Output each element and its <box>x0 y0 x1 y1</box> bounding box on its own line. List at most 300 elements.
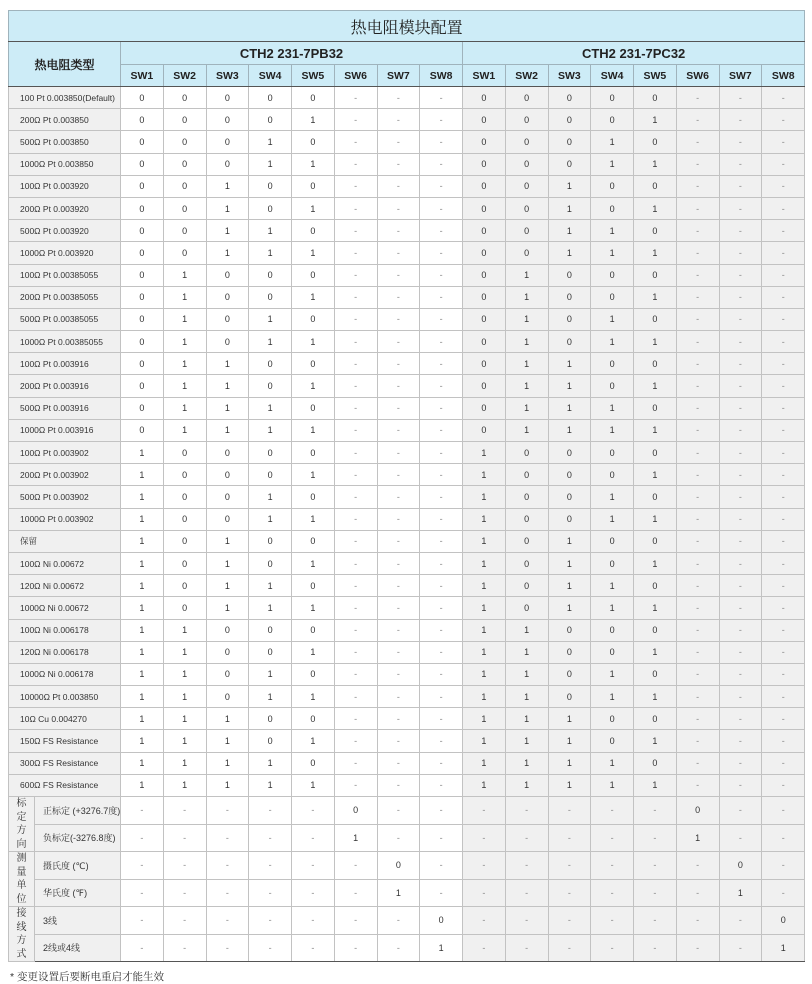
switch-value-cell: - <box>505 852 548 880</box>
setting-group-label: 测量单位 <box>9 852 35 907</box>
switch-value-cell: - <box>163 797 206 825</box>
switch-value-cell: 0 <box>505 131 548 153</box>
switch-value-cell: - <box>334 464 377 486</box>
switch-value-cell: 1 <box>548 752 591 774</box>
switch-value-cell: - <box>676 530 719 552</box>
switch-value-cell: - <box>334 175 377 197</box>
rtd-type-label: 10Ω Cu 0.004270 <box>9 708 121 730</box>
switch-value-cell: - <box>676 87 719 109</box>
switch-value-cell: - <box>377 308 420 330</box>
switch-value-cell: - <box>505 797 548 825</box>
switch-value-cell: 1 <box>591 397 634 419</box>
switch-value-cell: 1 <box>505 619 548 641</box>
switch-value-cell: - <box>719 774 762 796</box>
switch-value-cell: 1 <box>163 641 206 663</box>
switch-value-cell: - <box>762 109 805 131</box>
switch-value-cell: - <box>676 619 719 641</box>
switch-value-cell: - <box>420 752 463 774</box>
switch-value-cell: 1 <box>249 597 292 619</box>
setting-row <box>9 797 805 825</box>
switch-value-cell: - <box>762 242 805 264</box>
switch-value-cell: 0 <box>548 663 591 685</box>
switch-value-cell: 1 <box>463 730 506 752</box>
rtd-type-row <box>9 597 805 619</box>
switch-value-cell: 0 <box>548 87 591 109</box>
switch-value-cell: 0 <box>249 730 292 752</box>
rtd-type-label: 1000Ω Pt 0.003920 <box>9 242 121 264</box>
switch-value-cell: - <box>420 131 463 153</box>
rtd-type-row <box>9 153 805 175</box>
switch-value-cell: - <box>334 730 377 752</box>
switch-value-cell: - <box>676 464 719 486</box>
setting-row <box>9 852 805 880</box>
switch-value-cell: 1 <box>463 752 506 774</box>
switch-value-cell: 0 <box>634 619 677 641</box>
switch-value-cell: - <box>377 242 420 264</box>
switch-value-cell: - <box>762 508 805 530</box>
switch-value-cell: 0 <box>505 552 548 574</box>
switch-value-cell: - <box>762 87 805 109</box>
switch-value-cell: - <box>420 109 463 131</box>
switch-value-cell: 1 <box>463 641 506 663</box>
switch-value-cell: 0 <box>548 464 591 486</box>
switch-value-cell: - <box>377 87 420 109</box>
switch-value-cell: - <box>249 879 292 907</box>
switch-value-cell: 0 <box>249 353 292 375</box>
switch-value-cell: - <box>762 597 805 619</box>
switch-value-cell: 0 <box>505 175 548 197</box>
switch-value-cell: - <box>377 397 420 419</box>
switch-value-cell: 1 <box>121 508 164 530</box>
rtd-type-row <box>9 464 805 486</box>
switch-value-cell: - <box>676 686 719 708</box>
switch-value-cell: 1 <box>249 575 292 597</box>
switch-value-cell: - <box>420 663 463 685</box>
switch-value-cell: 0 <box>206 686 249 708</box>
switch-value-cell: - <box>420 708 463 730</box>
switch-value-cell: 0 <box>591 175 634 197</box>
switch-value-cell: - <box>762 331 805 353</box>
switch-value-cell: 1 <box>292 375 335 397</box>
switch-value-cell: - <box>676 175 719 197</box>
switch-value-cell: - <box>719 419 762 441</box>
switch-value-cell: 0 <box>463 242 506 264</box>
switch-value-cell: 0 <box>163 87 206 109</box>
switch-value-cell: 1 <box>206 774 249 796</box>
switch-value-cell: 1 <box>548 175 591 197</box>
switch-value-cell: 1 <box>121 552 164 574</box>
switch-value-cell: 1 <box>634 464 677 486</box>
switch-value-cell: - <box>719 175 762 197</box>
switch-value-cell: - <box>463 852 506 880</box>
switch-value-cell: 1 <box>463 686 506 708</box>
switch-value-cell: - <box>719 663 762 685</box>
switch-value-cell: - <box>420 397 463 419</box>
switch-value-cell: 1 <box>591 242 634 264</box>
rtd-type-row <box>9 131 805 153</box>
switch-header-pb32-sw1: SW1 <box>121 65 164 87</box>
switch-value-cell: - <box>676 131 719 153</box>
switch-value-cell: 1 <box>505 774 548 796</box>
switch-value-cell: 0 <box>292 575 335 597</box>
rtd-type-row <box>9 552 805 574</box>
switch-value-cell: - <box>292 879 335 907</box>
switch-value-cell: - <box>719 442 762 464</box>
switch-value-cell: - <box>676 752 719 774</box>
switch-value-cell: - <box>719 934 762 962</box>
switch-value-cell: 0 <box>121 331 164 353</box>
switch-value-cell: - <box>420 508 463 530</box>
switch-value-cell: 0 <box>249 87 292 109</box>
switch-value-cell: - <box>377 264 420 286</box>
switch-value-cell: - <box>292 934 335 962</box>
switch-value-cell: 1 <box>463 774 506 796</box>
switch-value-cell: 1 <box>463 575 506 597</box>
switch-value-cell: - <box>334 708 377 730</box>
switch-value-cell: - <box>420 197 463 219</box>
rtd-type-row <box>9 264 805 286</box>
switch-value-cell: 1 <box>206 530 249 552</box>
switch-value-cell: 0 <box>292 752 335 774</box>
switch-value-cell: 0 <box>548 153 591 175</box>
switch-value-cell: 0 <box>591 708 634 730</box>
rtd-type-row <box>9 308 805 330</box>
switch-value-cell: - <box>719 686 762 708</box>
switch-value-cell: - <box>334 530 377 552</box>
rtd-type-row <box>9 242 805 264</box>
switch-value-cell: 0 <box>163 464 206 486</box>
switch-value-cell: - <box>676 353 719 375</box>
switch-value-cell: 1 <box>292 464 335 486</box>
switch-value-cell: 0 <box>463 220 506 242</box>
switch-value-cell: 0 <box>634 131 677 153</box>
switch-value-cell: - <box>334 663 377 685</box>
switch-value-cell: 1 <box>206 220 249 242</box>
switch-value-cell: 0 <box>634 530 677 552</box>
switch-value-cell: - <box>420 331 463 353</box>
switch-value-cell: - <box>676 442 719 464</box>
switch-value-cell: - <box>676 419 719 441</box>
switch-value-cell: 1 <box>548 597 591 619</box>
module-header-row <box>9 42 805 65</box>
switch-value-cell: - <box>762 353 805 375</box>
switch-value-cell: - <box>377 131 420 153</box>
switch-value-cell: 1 <box>163 730 206 752</box>
switch-value-cell: 1 <box>206 175 249 197</box>
switch-value-cell: 1 <box>591 686 634 708</box>
rtd-type-label: 150Ω FS Resistance <box>9 730 121 752</box>
switch-value-cell: - <box>676 220 719 242</box>
switch-header-pb32-sw7: SW7 <box>377 65 420 87</box>
switch-value-cell: 1 <box>292 286 335 308</box>
switch-value-cell: - <box>334 552 377 574</box>
switch-value-cell: 1 <box>505 353 548 375</box>
switch-value-cell: 1 <box>591 308 634 330</box>
switch-value-cell: - <box>719 824 762 852</box>
rtd-type-label: 200Ω Pt 0.003850 <box>9 109 121 131</box>
switch-value-cell: - <box>334 486 377 508</box>
switch-value-cell: - <box>420 286 463 308</box>
rtd-type-row <box>9 331 805 353</box>
switch-value-cell: - <box>249 907 292 935</box>
rtd-type-row <box>9 197 805 219</box>
switch-value-cell: 1 <box>463 464 506 486</box>
switch-value-cell: 1 <box>634 109 677 131</box>
switch-value-cell: - <box>334 109 377 131</box>
switch-value-cell: - <box>505 824 548 852</box>
switch-value-cell: 0 <box>163 530 206 552</box>
switch-value-cell: 0 <box>505 464 548 486</box>
switch-value-cell: 1 <box>206 730 249 752</box>
switch-value-cell: - <box>719 730 762 752</box>
switch-value-cell: 1 <box>163 286 206 308</box>
switch-value-cell: - <box>377 824 420 852</box>
switch-value-cell: - <box>334 264 377 286</box>
switch-value-cell: 0 <box>676 797 719 825</box>
setting-row <box>9 879 805 907</box>
switch-value-cell: 0 <box>634 87 677 109</box>
switch-value-cell: 1 <box>292 197 335 219</box>
switch-value-cell: 1 <box>548 353 591 375</box>
switch-value-cell: - <box>377 508 420 530</box>
module-header-pc32: CTH2 231-7PC32 <box>463 42 805 65</box>
switch-value-cell: 1 <box>634 730 677 752</box>
switch-value-cell: 0 <box>463 419 506 441</box>
switch-value-cell: 1 <box>634 197 677 219</box>
switch-value-cell: - <box>334 879 377 907</box>
switch-value-cell: 0 <box>548 109 591 131</box>
rtd-type-label: 100Ω Pt 0.003902 <box>9 442 121 464</box>
switch-value-cell: - <box>719 641 762 663</box>
switch-value-cell: - <box>719 907 762 935</box>
switch-header-pb32-sw4: SW4 <box>249 65 292 87</box>
switch-value-cell: - <box>762 131 805 153</box>
switch-value-cell: 0 <box>463 264 506 286</box>
switch-value-cell: 1 <box>206 708 249 730</box>
rtd-type-row <box>9 486 805 508</box>
switch-value-cell: 1 <box>292 597 335 619</box>
rtd-type-label: 300Ω FS Resistance <box>9 752 121 774</box>
switch-value-cell: 1 <box>206 197 249 219</box>
switch-value-cell: 0 <box>163 153 206 175</box>
switch-value-cell: - <box>719 508 762 530</box>
switch-value-cell: 1 <box>719 879 762 907</box>
rtd-type-label: 100Ω Ni 0.006178 <box>9 619 121 641</box>
switch-value-cell: 0 <box>163 197 206 219</box>
switch-value-cell: 1 <box>292 242 335 264</box>
switch-value-cell: - <box>121 879 164 907</box>
switch-value-cell: - <box>762 619 805 641</box>
switch-value-cell: - <box>762 752 805 774</box>
switch-value-cell: 0 <box>292 397 335 419</box>
rtd-type-row <box>9 375 805 397</box>
switch-value-cell: 1 <box>591 663 634 685</box>
switch-value-cell: 0 <box>591 552 634 574</box>
switch-value-cell: - <box>505 879 548 907</box>
switch-value-cell: 0 <box>634 397 677 419</box>
rtd-type-label: 1000Ω Ni 0.006178 <box>9 663 121 685</box>
switch-value-cell: 0 <box>548 442 591 464</box>
rtd-type-label: 600Ω FS Resistance <box>9 774 121 796</box>
setting-option-label: 2线或4线 <box>35 934 121 962</box>
switch-value-cell: - <box>420 486 463 508</box>
switch-value-cell: 0 <box>591 353 634 375</box>
switch-value-cell: 1 <box>292 419 335 441</box>
switch-value-cell: - <box>591 824 634 852</box>
switch-value-cell: 0 <box>292 530 335 552</box>
switch-value-cell: 1 <box>206 375 249 397</box>
switch-value-cell: - <box>206 797 249 825</box>
switch-value-cell: - <box>762 852 805 880</box>
switch-value-cell: 0 <box>463 131 506 153</box>
switch-value-cell: - <box>762 175 805 197</box>
switch-value-cell: 0 <box>505 597 548 619</box>
switch-value-cell: 1 <box>634 286 677 308</box>
rtd-type-row <box>9 220 805 242</box>
switch-value-cell: 1 <box>163 708 206 730</box>
switch-value-cell: 0 <box>634 752 677 774</box>
switch-value-cell: 0 <box>249 641 292 663</box>
switch-value-cell: 0 <box>249 286 292 308</box>
switch-value-cell: - <box>548 824 591 852</box>
switch-value-cell: - <box>420 774 463 796</box>
switch-value-cell: 1 <box>463 530 506 552</box>
switch-value-cell: 0 <box>548 131 591 153</box>
switch-value-cell: - <box>676 663 719 685</box>
switch-value-cell: 0 <box>249 442 292 464</box>
setting-row <box>9 907 805 935</box>
switch-value-cell: 1 <box>206 552 249 574</box>
switch-value-cell: 0 <box>163 552 206 574</box>
switch-value-cell: - <box>676 308 719 330</box>
switch-value-cell: - <box>719 530 762 552</box>
switch-value-cell: - <box>719 264 762 286</box>
title-row <box>9 11 805 42</box>
switch-value-cell: 0 <box>634 442 677 464</box>
switch-value-cell: - <box>676 331 719 353</box>
switch-value-cell: 0 <box>505 197 548 219</box>
switch-value-cell: 1 <box>292 153 335 175</box>
rtd-type-row <box>9 774 805 796</box>
switch-value-cell: 0 <box>121 220 164 242</box>
switch-value-cell: 0 <box>292 663 335 685</box>
switch-value-cell: 0 <box>719 852 762 880</box>
switch-value-cell: - <box>377 286 420 308</box>
switch-value-cell: 1 <box>121 442 164 464</box>
switch-header-pc32-sw4: SW4 <box>591 65 634 87</box>
switch-value-cell: - <box>334 575 377 597</box>
switch-value-cell: - <box>377 752 420 774</box>
switch-value-cell: - <box>719 797 762 825</box>
switch-value-cell: 1 <box>548 774 591 796</box>
switch-value-cell: - <box>762 708 805 730</box>
switch-value-cell: 0 <box>121 131 164 153</box>
switch-value-cell: 1 <box>377 879 420 907</box>
switch-value-cell: 1 <box>249 752 292 774</box>
rtd-type-label: 200Ω Pt 0.003920 <box>9 197 121 219</box>
switch-value-cell: 0 <box>292 87 335 109</box>
switch-value-cell: - <box>463 907 506 935</box>
rtd-type-label: 500Ω Pt 0.003850 <box>9 131 121 153</box>
rtd-type-row <box>9 109 805 131</box>
switch-value-cell: - <box>676 242 719 264</box>
switch-value-cell: - <box>420 530 463 552</box>
switch-value-cell: 0 <box>762 907 805 935</box>
switch-value-cell: - <box>719 597 762 619</box>
switch-value-cell: 1 <box>634 597 677 619</box>
switch-value-cell: 1 <box>163 752 206 774</box>
switch-value-cell: - <box>548 797 591 825</box>
setting-group-label: 标定方向 <box>9 797 35 852</box>
rtd-type-row <box>9 286 805 308</box>
switch-value-cell: 0 <box>249 264 292 286</box>
switch-value-cell: 1 <box>463 708 506 730</box>
switch-value-cell: - <box>377 641 420 663</box>
switch-value-cell: - <box>719 552 762 574</box>
switch-value-cell: 0 <box>249 109 292 131</box>
switch-value-cell: 0 <box>292 619 335 641</box>
switch-value-cell: 1 <box>163 774 206 796</box>
switch-value-cell: 1 <box>292 552 335 574</box>
switch-value-cell: - <box>762 308 805 330</box>
switch-value-cell: - <box>420 575 463 597</box>
switch-value-cell: - <box>634 797 677 825</box>
switch-value-cell: 0 <box>206 286 249 308</box>
switch-value-cell: - <box>676 109 719 131</box>
switch-value-cell: - <box>420 641 463 663</box>
switch-value-cell: 1 <box>163 619 206 641</box>
switch-value-cell: - <box>548 934 591 962</box>
switch-value-cell: - <box>719 375 762 397</box>
switch-value-cell: - <box>420 852 463 880</box>
switch-value-cell: - <box>634 879 677 907</box>
switch-value-cell: - <box>377 530 420 552</box>
switch-value-cell: - <box>377 597 420 619</box>
switch-value-cell: 0 <box>463 353 506 375</box>
switch-value-cell: - <box>377 464 420 486</box>
switch-value-cell: - <box>676 286 719 308</box>
switch-value-cell: 1 <box>548 730 591 752</box>
switch-value-cell: 1 <box>505 730 548 752</box>
switch-value-cell: 0 <box>634 220 677 242</box>
switch-value-cell: - <box>762 774 805 796</box>
switch-value-cell: - <box>420 153 463 175</box>
switch-value-cell: 0 <box>505 530 548 552</box>
switch-value-cell: - <box>206 934 249 962</box>
switch-value-cell: 0 <box>163 175 206 197</box>
switch-value-cell: 1 <box>463 619 506 641</box>
switch-value-cell: 0 <box>548 641 591 663</box>
switch-value-cell: - <box>719 331 762 353</box>
rtd-type-row <box>9 353 805 375</box>
rtd-type-row <box>9 87 805 109</box>
switch-header-row <box>9 65 805 87</box>
switch-value-cell: - <box>334 331 377 353</box>
switch-value-cell: 0 <box>463 109 506 131</box>
switch-value-cell: - <box>762 220 805 242</box>
switch-value-cell: 1 <box>634 641 677 663</box>
switch-value-cell: 1 <box>292 508 335 530</box>
switch-value-cell: - <box>719 486 762 508</box>
switch-header-pc32-sw5: SW5 <box>634 65 677 87</box>
switch-value-cell: - <box>420 824 463 852</box>
switch-value-cell: - <box>377 109 420 131</box>
switch-value-cell: 0 <box>292 175 335 197</box>
switch-value-cell: 0 <box>292 264 335 286</box>
switch-value-cell: - <box>591 797 634 825</box>
switch-value-cell: 0 <box>206 486 249 508</box>
switch-value-cell: - <box>762 419 805 441</box>
